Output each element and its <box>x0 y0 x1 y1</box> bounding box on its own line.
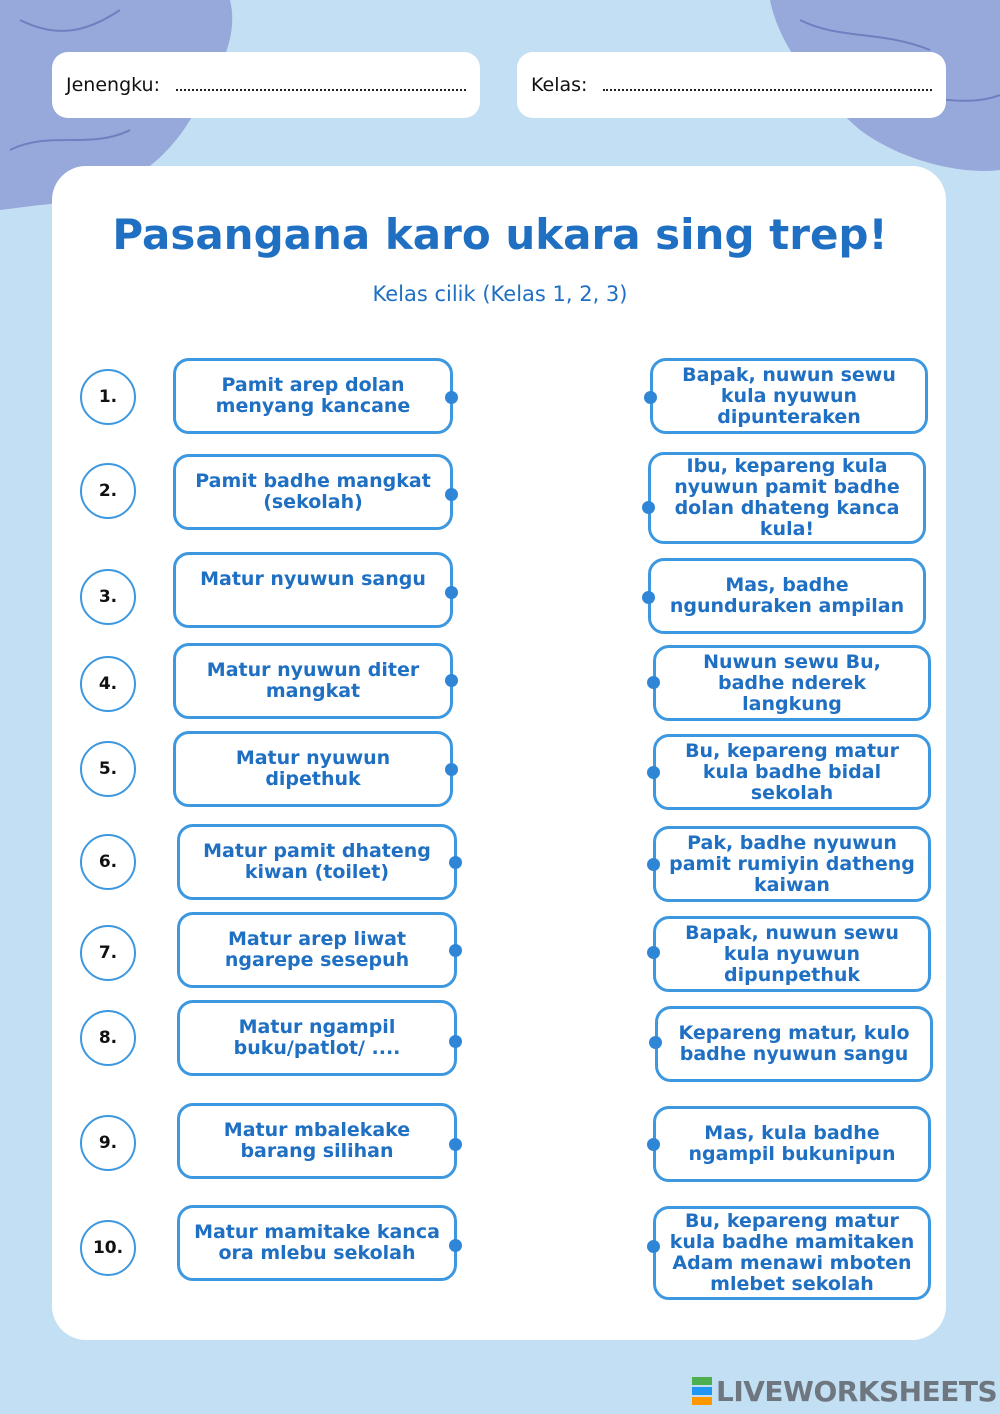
left-match-text: Matur mbalekake barang silihan <box>223 1119 411 1162</box>
right-connector-dot[interactable] <box>647 858 660 871</box>
left-match-text: Matur ngampil buku/patlot/ .... <box>233 1016 401 1059</box>
right-match-box[interactable] <box>653 826 931 902</box>
page-subtitle: Kelas cilik (Kelas 1, 2, 3) <box>372 282 628 306</box>
row-number: 1. <box>80 369 136 425</box>
left-connector-dot[interactable] <box>445 391 458 404</box>
left-match-box[interactable] <box>177 912 457 988</box>
right-connector-dot[interactable] <box>647 1240 660 1253</box>
right-match-text: Nuwun sewu Bu, badhe nderek langkung <box>703 650 881 715</box>
left-match-box[interactable] <box>177 1103 457 1179</box>
left-match-box[interactable] <box>177 824 457 900</box>
right-match-text: Mas, kula badhe ngampil bukunipun <box>688 1122 896 1165</box>
left-match-text: Pamit badhe mangkat (sekolah) <box>195 470 431 513</box>
row-number: 4. <box>80 656 136 712</box>
row-number: 7. <box>80 925 136 981</box>
row-number: 5. <box>80 741 136 797</box>
right-match-box[interactable] <box>653 1206 931 1300</box>
right-match-text: Bu, kepareng matur kula badhe bidal sekolah <box>685 739 899 804</box>
right-match-box[interactable] <box>653 734 931 810</box>
right-match-box[interactable] <box>653 1106 931 1182</box>
class-label: Kelas: <box>531 74 588 96</box>
left-match-text: Matur arep liwat ngarepe sesepuh <box>224 928 410 971</box>
right-match-text: Bapak, nuwun sewu kula nyuwun dipunpethuk <box>685 921 899 986</box>
right-connector-dot[interactable] <box>647 1138 660 1151</box>
left-connector-dot[interactable] <box>449 1239 462 1252</box>
left-connector-dot[interactable] <box>449 944 462 957</box>
left-connector-dot[interactable] <box>449 1035 462 1048</box>
left-connector-dot[interactable] <box>445 674 458 687</box>
right-connector-dot[interactable] <box>647 946 660 959</box>
right-match-text: Kepareng matur, kulo badhe nyuwun sangu <box>678 1022 910 1065</box>
left-connector-dot[interactable] <box>449 856 462 869</box>
right-connector-dot[interactable] <box>649 1036 662 1049</box>
left-match-text: Pamit arep dolan menyang kancane <box>215 374 411 417</box>
left-connector-dot[interactable] <box>445 763 458 776</box>
row-number: 6. <box>80 834 136 890</box>
left-match-box[interactable] <box>177 1000 457 1076</box>
right-connector-dot[interactable] <box>647 676 660 689</box>
right-match-box[interactable] <box>655 1006 933 1082</box>
right-match-box[interactable] <box>648 558 926 634</box>
row-number: 10. <box>80 1220 136 1276</box>
brand-name: LIVEWORKSHEETS <box>716 1374 998 1408</box>
page-title: Pasangana karo ukara sing trep! <box>112 210 888 259</box>
brand-logo-icon <box>692 1376 712 1406</box>
left-match-text: Matur nyuwun diter mangkat <box>206 659 420 702</box>
left-match-text: Matur nyuwun sangu <box>200 568 426 590</box>
left-match-box[interactable] <box>173 731 453 807</box>
row-number: 8. <box>80 1010 136 1066</box>
right-match-text: Bapak, nuwun sewu kula nyuwun dipunteraken <box>682 363 896 428</box>
left-match-text: Matur pamit dhateng kiwan (toilet) <box>203 840 431 883</box>
right-match-box[interactable] <box>648 452 926 544</box>
right-match-box[interactable] <box>653 916 931 992</box>
left-connector-dot[interactable] <box>445 488 458 501</box>
right-match-text: Mas, badhe ngunduraken ampilan <box>669 574 905 617</box>
right-match-text: Pak, badhe nyuwun pamit rumiyin datheng kaiwan <box>669 831 915 896</box>
class-dotted-line <box>603 87 932 91</box>
right-match-box[interactable] <box>653 645 931 721</box>
right-connector-dot[interactable] <box>642 501 655 514</box>
right-connector-dot[interactable] <box>644 391 657 404</box>
liveworksheets-brand <box>692 1374 997 1408</box>
right-match-text: Bu, kepareng matur kula badhe mamitaken Adam menawi mboten mlebet sekolah <box>669 1210 915 1295</box>
class-field[interactable] <box>517 52 946 118</box>
right-match-box[interactable] <box>650 358 928 434</box>
left-match-box[interactable] <box>173 454 453 530</box>
left-match-text: Matur nyuwun dipethuk <box>235 747 391 790</box>
left-match-box[interactable] <box>173 552 453 628</box>
left-match-box[interactable] <box>177 1205 457 1281</box>
row-number: 2. <box>80 463 136 519</box>
left-connector-dot[interactable] <box>449 1138 462 1151</box>
left-connector-dot[interactable] <box>445 586 458 599</box>
right-match-text: Ibu, kepareng kula nyuwun pamit badhe dolan dhateng kanca kula! <box>674 455 900 540</box>
left-match-box[interactable] <box>173 358 453 434</box>
row-number: 3. <box>80 569 136 625</box>
name-label: Jenengku: <box>66 74 160 96</box>
left-match-box[interactable] <box>173 643 453 719</box>
right-connector-dot[interactable] <box>642 591 655 604</box>
left-match-text: Matur mamitake kanca ora mlebu sekolah <box>194 1221 440 1264</box>
name-field[interactable] <box>52 52 480 118</box>
row-number: 9. <box>80 1115 136 1171</box>
right-connector-dot[interactable] <box>647 766 660 779</box>
name-dotted-line <box>176 87 466 91</box>
